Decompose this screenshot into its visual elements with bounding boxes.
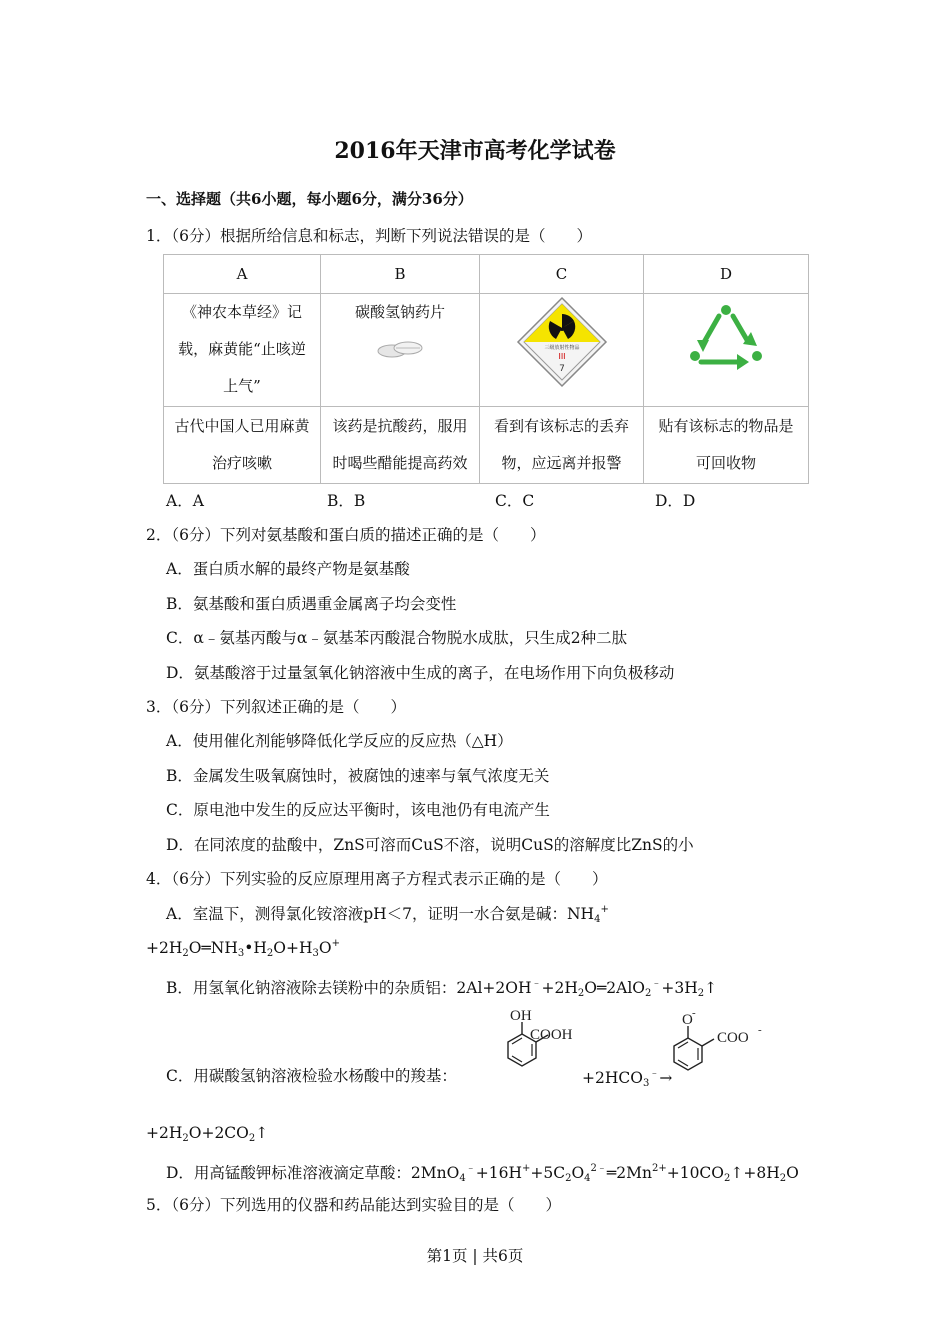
q4-b-text: B．用氢氧化钠溶液除去镁粉中的杂质铝：2Al+2OH: [166, 979, 532, 997]
q4-option-a-continued: $+2H_2O═NH_3•H_2O+H_3O^+$: [146, 938, 340, 959]
section-heading: 一、选择题（共6小题，每小题6分，满分36分）: [146, 190, 473, 208]
question-1-stem: 1．（6分）根据所给信息和标志，判断下列说法错误的是（ ）: [146, 227, 592, 245]
q2-option-c: C．α﹣氨基丙酸与α﹣氨基苯丙酸混合物脱水成肽，只生成2种二肽: [166, 629, 628, 647]
table-header-b: B: [321, 255, 480, 294]
q3-option-c: C．原电池中发生的反应达平衡时，该电池仍有电流产生: [166, 801, 550, 819]
cooh-label: COOH: [530, 1027, 573, 1043]
table-header-a: A: [164, 255, 321, 294]
q4-option-c: C．用碳酸氢钠溶液检验水杨酸中的羧基：: [166, 1067, 457, 1085]
cell-a-line-2: 载，麻黄能“止咳逆: [178, 340, 306, 358]
radioactive-sign-icon: [516, 296, 608, 388]
cell-b-desc-1: 该药是抗酸药，服用: [332, 417, 468, 435]
sign-caption: 三级放射性物品: [543, 345, 580, 351]
svg-text:-: -: [758, 1024, 762, 1036]
cell-d-desc-2: 可回收物: [695, 454, 756, 472]
q4-c-mid: +2HCO: [582, 1069, 643, 1087]
q1-choice-b: B．B: [327, 492, 366, 510]
q4-a-text: A．室温下，测得氯化铵溶液pH＜7，证明一水合氨是碱：NH: [166, 905, 595, 923]
q1-choice-d: D．D: [655, 492, 696, 510]
sign-roman: III: [557, 352, 566, 361]
svg-text:-: -: [692, 1007, 696, 1019]
recycle-symbol-icon: [681, 300, 771, 382]
q4-option-d: D．用高锰酸钾标准溶液滴定草酸：$2MnO_4^﹣+16H^++5C_2O_4^{2﹣}═2Mn^{2+}+10CO_2↑+8H_2O$: [166, 1163, 799, 1184]
cell-a-line-1: 《神农本草经》记: [181, 303, 302, 321]
cell-b-info: [321, 294, 480, 407]
sign-number: 7: [558, 364, 565, 374]
cell-d-info: [644, 294, 809, 407]
q4-c-middle: $+2HCO_3^﹣\to$: [582, 1068, 673, 1089]
o-minus-label: O: [682, 1012, 693, 1028]
q1-choice-a: A．A: [166, 492, 204, 510]
cell-a-desc-1: 古代中国人已用麻黄: [174, 417, 310, 435]
question-4-stem: 4．（6分）下列实验的反应原理用离子方程式表示正确的是（ ）: [146, 870, 608, 888]
q4-option-b: B．用氢氧化钠溶液除去镁粉中的杂质铝：$2Al+2OH^﹣+2H_2O═2AlO_2^﹣+3H_2↑$: [166, 978, 718, 999]
page-footer: 第1页 | 共6页: [426, 1247, 524, 1265]
question-5-stem: 5．（6分）下列选用的仪器和药品能达到实验目的是（ ）: [146, 1196, 561, 1214]
cell-a-line-3: 上气”: [223, 377, 261, 395]
cell-c-desc-1: 看到有该标志的丢弃: [493, 417, 629, 435]
salicylate-structure: [662, 1004, 772, 1084]
cell-c-desc: [480, 407, 644, 484]
cell-d-desc: [644, 407, 809, 484]
tablet-pills-icon: [370, 335, 430, 361]
q2-option-a: A．蛋白质水解的最终产物是氨基酸: [166, 560, 410, 578]
coo-label: COO: [717, 1030, 749, 1046]
q2-option-b: B．氨基酸和蛋白质遇重金属离子均会变性: [166, 595, 457, 613]
cell-b-desc-2: 时喝些醋能提高药效: [332, 454, 468, 472]
cell-b-label: 碳酸氢钠药片: [354, 303, 445, 321]
cell-b-desc: [321, 407, 480, 484]
cell-c-info: [480, 294, 644, 407]
q3-option-a: A．使用催化剂能够降低化学反应的反应热（△H）: [166, 732, 513, 750]
q3-option-d: D．在同浓度的盐酸中，ZnS可溶而CuS不溶，说明CuS的溶解度比ZnS的小: [166, 836, 694, 854]
cell-c-desc-2: 物，应远离并报警: [501, 454, 622, 472]
q4-option-a: A．室温下，测得氯化铵溶液pH＜7，证明一水合氨是碱：$NH_4^+$: [166, 904, 609, 925]
q2-option-d: D．氨基酸溶于过量氢氧化钠溶液中生成的离子，在电场作用下向负极移动: [166, 664, 675, 682]
oh-label: OH: [510, 1008, 532, 1024]
q1-choice-c: C．C: [495, 492, 535, 510]
question-2-stem: 2．（6分）下列对氨基酸和蛋白质的描述正确的是（ ）: [146, 526, 546, 544]
q3-option-b: B．金属发生吸氧腐蚀时，被腐蚀的速率与氧气浓度无关: [166, 767, 550, 785]
cell-d-desc-1: 贴有该标志的物品是: [658, 417, 794, 435]
cell-a-desc: [164, 407, 321, 484]
q4-c-cont: +2H: [146, 1124, 183, 1142]
salicylic-acid-structure: [478, 1004, 590, 1084]
cell-a-info: [164, 294, 321, 407]
question-1-table: [163, 254, 809, 484]
cell-a-desc-2: 治疗咳嗽: [211, 454, 272, 472]
page-title: 2016年天津市高考化学试卷: [334, 138, 616, 164]
table-header-c: C: [480, 255, 644, 294]
q4-option-c-continued: $+2H_2O+2CO_2↑$: [146, 1124, 269, 1144]
question-3-stem: 3．（6分）下列叙述正确的是（ ）: [146, 698, 406, 716]
q4-d-text: D．用高锰酸钾标准溶液滴定草酸：2MnO: [166, 1164, 460, 1182]
q4-a-cont: +2H: [146, 939, 183, 957]
table-header-d: D: [644, 255, 809, 294]
